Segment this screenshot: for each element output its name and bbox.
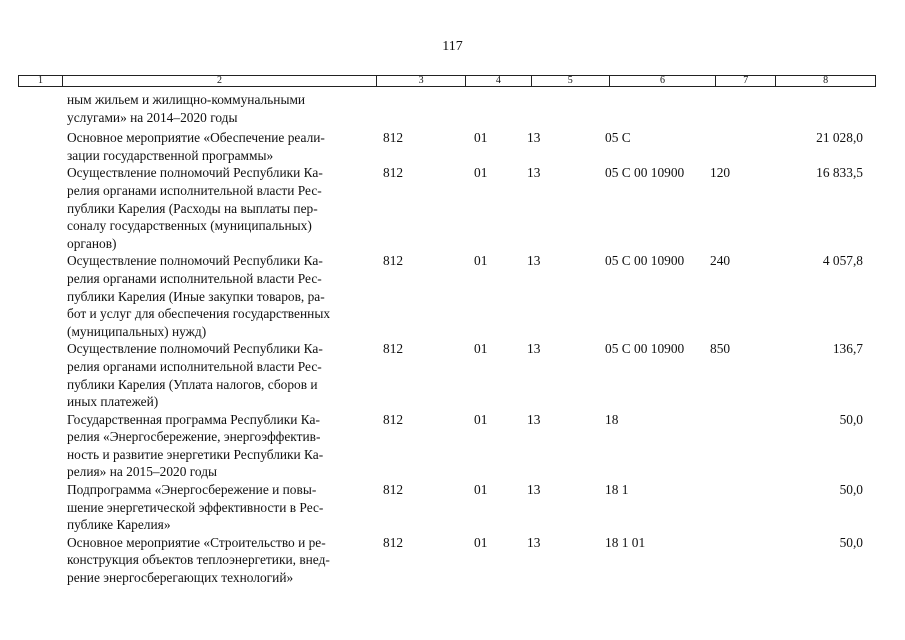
section-code-cell: 01 — [474, 165, 488, 181]
table-row — [0, 481, 905, 534]
target-article-cell: 05 С 00 10900 — [605, 165, 685, 181]
sum-cell: 50,0 — [839, 482, 863, 498]
expense-type-cell: 850 — [710, 341, 731, 357]
section-code-cell: 01 — [474, 341, 488, 357]
column-header-6: 6 — [610, 76, 717, 86]
subsection-code-cell: 13 — [527, 411, 541, 427]
budget-table-body — [0, 91, 905, 587]
section-code-cell: 01 — [474, 482, 488, 498]
target-article-cell: 05 С 00 10900 — [605, 341, 685, 357]
row-name-cell: Основное мероприятие «Обеспечение реали- зации государственной программы» — [67, 130, 325, 163]
row-name-cell: Основное мероприятие «Строительство и ре- конструкция объектов теплоэнергетики, внед- рение энергосберегающих технологий» — [67, 534, 330, 586]
column-header-3: 3 — [377, 76, 466, 86]
column-header-5: 5 — [532, 76, 610, 86]
row-name-cell: Осуществление полномочий Республики Ка- релия органами исполнительной власти Рес- публики Карелия (Расходы на выплаты пер- соналу государственных (муниципальных) органов) — [67, 165, 323, 251]
subsection-code-cell: 13 — [527, 253, 541, 269]
section-code-cell: 01 — [474, 130, 488, 146]
row-name-cell: ным жильем и жилищно-коммунальными услугами» на 2014–2020 годы — [67, 92, 306, 125]
admin-code-cell: 812 — [383, 534, 404, 550]
column-header-7: 7 — [716, 76, 776, 86]
column-header-1: 1 — [19, 76, 63, 86]
table-row — [0, 91, 905, 126]
subsection-code-cell: 13 — [527, 534, 541, 550]
target-article-cell: 18 — [605, 411, 619, 427]
row-name-cell: Осуществление полномочий Республики Ка- релия органами исполнительной власти Рес- публики Карелия (Иные закупки товаров, ра- бот и услуг для обеспечения государственных (муниципальных) нужд) — [67, 253, 331, 339]
target-article-cell: 18 1 01 — [605, 534, 646, 550]
row-name-cell: Подпрограмма «Энергосбережение и повы- шение энергетической эффективности в Рес- публике Карелия» — [67, 482, 324, 533]
table-row — [0, 411, 905, 481]
table-row — [0, 129, 905, 164]
expense-type-cell: 120 — [710, 165, 731, 181]
sum-cell: 21 028,0 — [816, 130, 863, 146]
section-code-cell: 01 — [474, 534, 488, 550]
admin-code-cell: 812 — [383, 253, 404, 269]
subsection-code-cell: 13 — [527, 482, 541, 498]
row-name-cell: Осуществление полномочий Республики Ка- релия органами исполнительной власти Рес- публики Карелия (Уплата налогов, сборов и иных платежей) — [67, 341, 323, 410]
expense-type-cell: 240 — [710, 253, 731, 269]
column-header-8: 8 — [823, 75, 829, 86]
subsection-code-cell: 13 — [527, 341, 541, 357]
table-row — [0, 164, 905, 252]
admin-code-cell: 812 — [383, 482, 404, 498]
table-row — [0, 534, 905, 587]
row-name-cell: Государственная программа Республики Ка- релия «Энергосбережение, энергоэффектив- ность и развитие энергетики Республики Ка- релия» на 2015–2020 годы — [67, 411, 324, 480]
column-header-row — [18, 75, 876, 87]
section-code-cell: 01 — [474, 411, 488, 427]
column-header-4: 4 — [466, 76, 532, 86]
target-article-cell: 05 С 00 10900 — [605, 253, 685, 269]
admin-code-cell: 812 — [383, 411, 404, 427]
table-row — [0, 252, 905, 340]
subsection-code-cell: 13 — [527, 165, 541, 181]
column-header-2: 2 — [63, 76, 377, 86]
target-article-cell: 18 1 — [605, 482, 629, 498]
sum-cell: 50,0 — [839, 534, 863, 550]
target-article-cell: 05 С — [605, 130, 631, 146]
admin-code-cell: 812 — [383, 341, 404, 357]
subsection-code-cell: 13 — [527, 130, 541, 146]
section-code-cell: 01 — [474, 253, 488, 269]
sum-cell: 4 057,8 — [822, 253, 863, 269]
page-number: 117 — [442, 39, 463, 54]
admin-code-cell: 812 — [383, 165, 404, 181]
table-row — [0, 340, 905, 410]
sum-cell: 50,0 — [839, 411, 863, 427]
admin-code-cell: 812 — [383, 130, 404, 146]
sum-cell: 136,7 — [832, 341, 863, 357]
sum-cell: 16 833,5 — [816, 165, 863, 181]
